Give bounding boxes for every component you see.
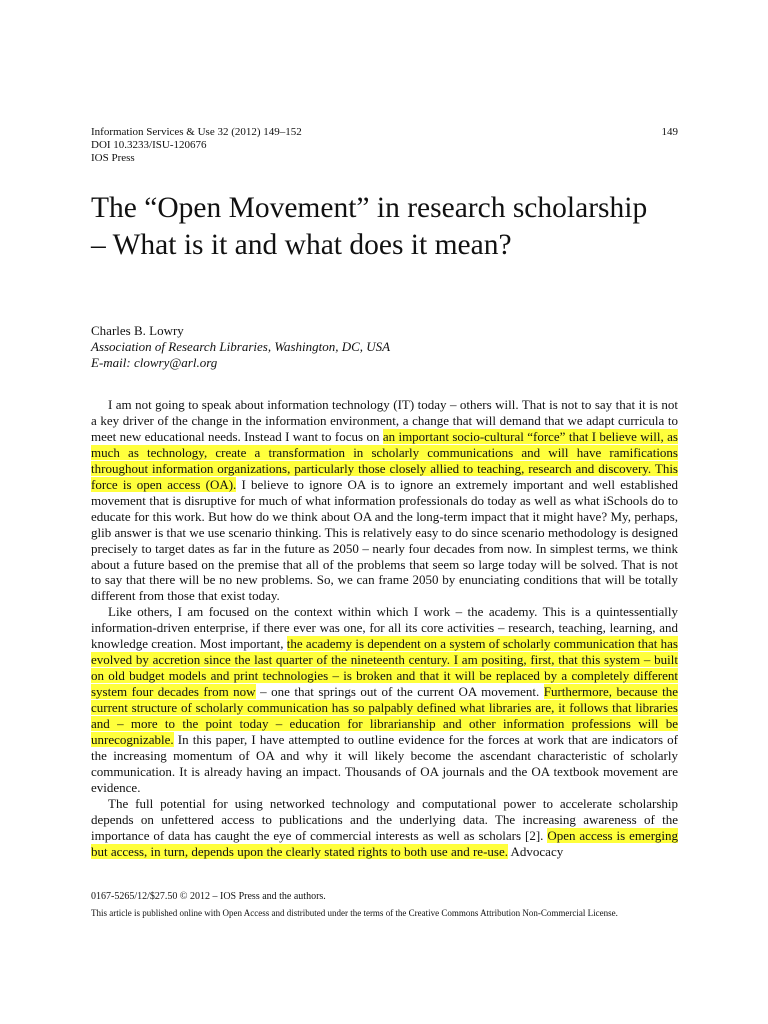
text-run: I am not going to speak about information technology (IT) today – others will. That is not to say that it is not a key driver of the change in the information environment, a change that will demand that we adapt curricula to meet new educational needs. Instead I want to focus on — [91, 397, 678, 444]
author-email: E-mail: clowry@arl.org — [91, 355, 218, 370]
journal-citation: Information Services & Use 32 (2012) 149–152 — [91, 126, 302, 138]
author-name: Charles B. Lowry — [91, 323, 184, 338]
highlighted-text: Furthermore, because the current structure of scholarly communication has so palpably defined what libraries are, it follows that libraries and – more to the point today – education for librarianship and other information professions will be unrecognizable. — [91, 684, 678, 748]
issn-copyright: 0167-5265/12/$27.50 © 2012 – IOS Press and the authors. — [91, 891, 326, 902]
license-note: This article is published online with Open Access and distributed under the terms of the Creative Commons Attribution Non-Commercial License. — [91, 908, 618, 918]
paragraph-3 — [91, 796, 678, 860]
paragraph-1 — [91, 397, 678, 604]
journal-header — [91, 126, 678, 165]
page-footer — [91, 890, 691, 920]
text-run: In this paper, I have attempted to outline evidence for the forces at work that are indicators of the increasing momentum of OA and why it will likely become the ascendant characteristic of scholarly communication. It is already having an impact. Thousands of OA journals and the OA textbook movement are evidence. — [91, 732, 678, 795]
text-run: The full potential for using networked technology and computational power to accelerate scholarship depends on unfettered access to publications and the underlying data. The increasing awareness of the importance of data has caught the eye of commercial interests as well as scholars [2]. — [91, 795, 678, 843]
text-run: Advocacy — [507, 843, 564, 859]
highlighted-text: the academy is dependent on a system of scholarly communication that has evolved by accretion since the last quarter of the nineteenth century. I am positing, first, that this system – built on old budget models and print technologies – is broken and that it will be replaced by a completely different system four decades from now — [91, 636, 678, 700]
text-run: Like others, I am focused on the context within which I work – the academy. This is a quintessentially information-driven enterprise, if there ever was one, for all its core activities – research, teaching, learning, and knowledge creation. Most important, — [91, 604, 678, 652]
highlighted-text: an important socio-cultural “force” that I believe will, as much as technology, create a transformation in scholarly communications and will have ramifications throughout information organizations, particularly those closely allied to teaching, research and discovery. This force is open access (OA). — [91, 428, 678, 492]
author-affiliation: Association of Research Libraries, Washington, DC, USA — [91, 339, 391, 354]
author-block — [91, 323, 651, 371]
article-title: The “Open Movement” in research scholarship – What is it and what does it mean? — [91, 192, 648, 261]
doi: DOI 10.3233/ISU-120676 — [91, 139, 207, 151]
text-run: I believe to ignore OA is to ignore an extremely important and well established movement that is disruptive for much of what information professionals do today as well as what iSchools do to educate for this work. But how do we think about OA and the long-term impact that it might have? My, perhaps, glib answer is that we use scenario thinking. This is relatively easy to do since scenario methodology is designed precisely to target dates as far in the future as 2050 – nearly four decades from now. In simplest terms, we think about a future based on the premise that all of the problems that seem so large today will be solved. That is not to say that there will be no new problems. So, we can frame 2050 by enunciating conditions that will be totally different from those that exist today. — [91, 476, 678, 604]
article-body — [91, 397, 678, 860]
page-number: 149 — [661, 126, 678, 138]
highlighted-text: Open access is emerging but access, in turn, depends upon the clearly stated rights to both use and re-use. — [91, 827, 678, 859]
publisher: IOS Press — [91, 152, 135, 164]
text-run: – one that springs out of the current OA movement. — [255, 684, 544, 700]
paragraph-2 — [91, 604, 678, 795]
